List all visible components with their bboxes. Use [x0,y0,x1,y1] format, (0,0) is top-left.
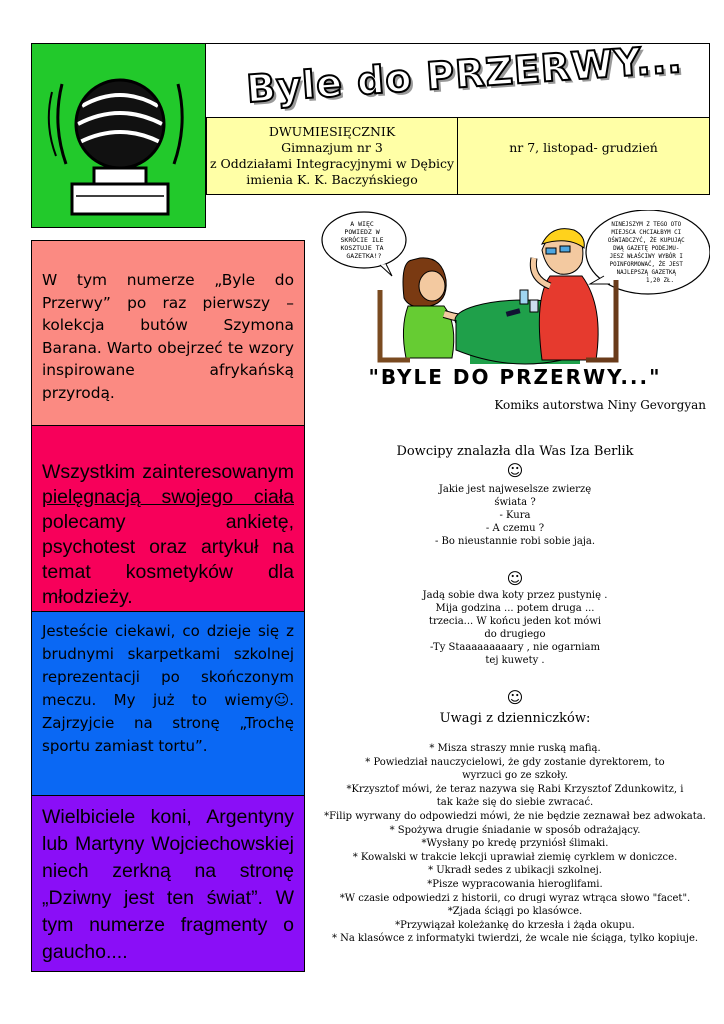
remark-item: * Misza straszy mnie ruską mafią. [429,743,601,754]
comic-banner: "BYLE DO PRZERWY..." [368,365,662,389]
issue-number: nr 7, listopad- grudzień [509,140,658,155]
remark-item: * Na klasówce z informatyki twierdzi, że wcale nie ściąga, tylko kopiuje. [331,933,699,945]
bubble-right-line: OŚWIADCZYĆ, ŻE KUPUJĄC [607,238,685,244]
teaser-sport [31,612,305,796]
remark-item: *Krzysztof mówi, że teraz nazywa się Rabi Krzysztof Zdunkowitz, i tak każe się do siebie zwracać. [346,783,684,809]
teaser-text: Wielbiciele koni, Argentyny lub Martyny Wojciechowskiej niech zerkną na stronę „Dziwny jest ten świat”. W tym numerze fragmenty o gaucho.... [42,806,294,963]
remark-item: *Filip wyrwany do odpowiedzi mówi, że nie będzie zeznawał bez adwokata. [324,810,706,822]
joke-2 [320,589,710,667]
masthead-title: Byle do PRZERWY... [244,36,684,112]
bubble-right-line: NAJLEPSZĄ GAZETKĄ [616,270,676,276]
remark-item: *Zjada ściągi po klasówce. [447,906,583,918]
bubble-right-line: NINEJSZYM Z TEGO OTO [611,222,682,228]
info-line: z Oddziałami Integracyjnymi w Dębicy [209,156,455,171]
smiley-icon: ☺ [506,569,524,588]
bubble-left-line: KOSZTUJE TA [340,244,384,252]
joke-line: - Bo nieustannie robi sobie jaja. [434,536,596,547]
joke-line: Jadą sobie dwa koty przez pustynię . [422,590,608,601]
teaser-text: polecamy ankietę, psychotest oraz artykuł na temat kosmetyków dla młodzieży. [42,511,294,608]
joke-line: trzecia... W końcu jeden kot mówi [428,616,602,627]
remark-item: * Powiedział nauczycielowi, że gdy zostanie dyrektorem, to wyrzuci go ze szkoły. [365,756,665,782]
teaser-shoes [31,240,305,426]
teaser-world [31,796,305,972]
joke-line: Jakie jest najweselsze zwierzę [438,484,592,495]
teaser-underlined: pielęgnacją swojego ciała [42,486,294,508]
bubble-right-line: POINFORMOWAĆ, ŻE JEST [609,262,683,268]
remark-item: * Ukradł sedes z ubikacji szkolnej. [428,865,602,877]
joke-line: Mija godzina ... potem druga ... [435,603,595,614]
teaser-text: Jesteście ciekawi, co dzieje się z brudnymi skarpetkami szkolnej reprezentacji po skończonym meczu. My już to wiemy☺. Zajrzyjcie na stronę „Trochę sportu zamiast tortu”. [42,622,294,755]
bubble-right-line: MIEJSCA CHCIAŁBYM CI [611,230,682,236]
joke-line: świata ? [494,497,536,508]
masthead [206,36,710,118]
remarks-heading: Uwagi z dzienniczków: [439,711,591,726]
bubble-left-line: SKRÓCIE ILE [340,236,384,244]
joke-line: - A czemu ? [485,523,545,534]
issue-info [458,117,710,195]
smiley-icon: ☺ [506,688,524,707]
bubble-left-line: GAZETKA!? [346,252,382,260]
info-line: imienia K. K. Baczyńskiego [246,172,418,187]
publisher-info [206,117,458,195]
bubble-left-line: A WIĘC [350,220,374,228]
jokes-heading: Dowcipy znalazła dla Was Iza Berlik [396,444,634,459]
remark-item: * Spożywa drugie śniadanie w sposób odrażający. [389,824,641,836]
remark-item: *Przywiązał koleżankę do krzesła i żąda okupu. [395,919,635,931]
info-line: DWUMIESIĘCZNIK [268,124,396,139]
remark-item: *Wysłany po kredę przyniósł ślimaki. [421,838,609,850]
comic-illustration [320,210,710,390]
school-bell-icon [32,44,207,229]
joke-line: -Ty Staaaaaaaaary , nie ogarniam [430,642,600,653]
remarks-list [320,742,710,946]
bubble-left-line: POWIEDZ W [344,228,380,236]
comic-caption: Komiks autorstwa Niny Gevorgyan [494,398,706,412]
comic-strip [320,210,710,390]
smiley-icon: ☺ [506,461,524,480]
joke-1 [320,483,710,548]
remark-item: *Pisze wypracowania hieroglifami. [427,878,603,890]
joke-line: do drugiego [484,629,546,640]
teaser-text: W tym numerze „Byle do Przerwy” po raz pierwszy – kolekcja butów Szymona Barana. Warto obejrzeć te wzory inspirowane afrykańską przyrodą. [42,271,294,402]
joke-line: - Kura [499,510,531,521]
teaser-cosmetics [31,426,305,612]
teaser-text: Wszystkim zainteresowanym [42,461,294,483]
remark-item: * Kowalski w trakcie lekcji uprawiał ziemię cyrklem w doniczce. [352,851,678,863]
remark-item: *W czasie odpowiedzi z historii, co drugi wyraz wtrąca słowo "facet". [339,892,691,904]
bubble-right-line: 1,20 ZŁ. [646,278,674,284]
bubble-right-line: JESZ WŁAŚCIWY WYBÓR I [609,254,683,260]
joke-line: tej kuwety . [485,655,545,666]
info-line: Gimnazjum nr 3 [281,140,383,155]
logo-panel [31,43,206,228]
bubble-right-line: DWĄ GAZETĘ PODEJMU- [613,246,680,252]
